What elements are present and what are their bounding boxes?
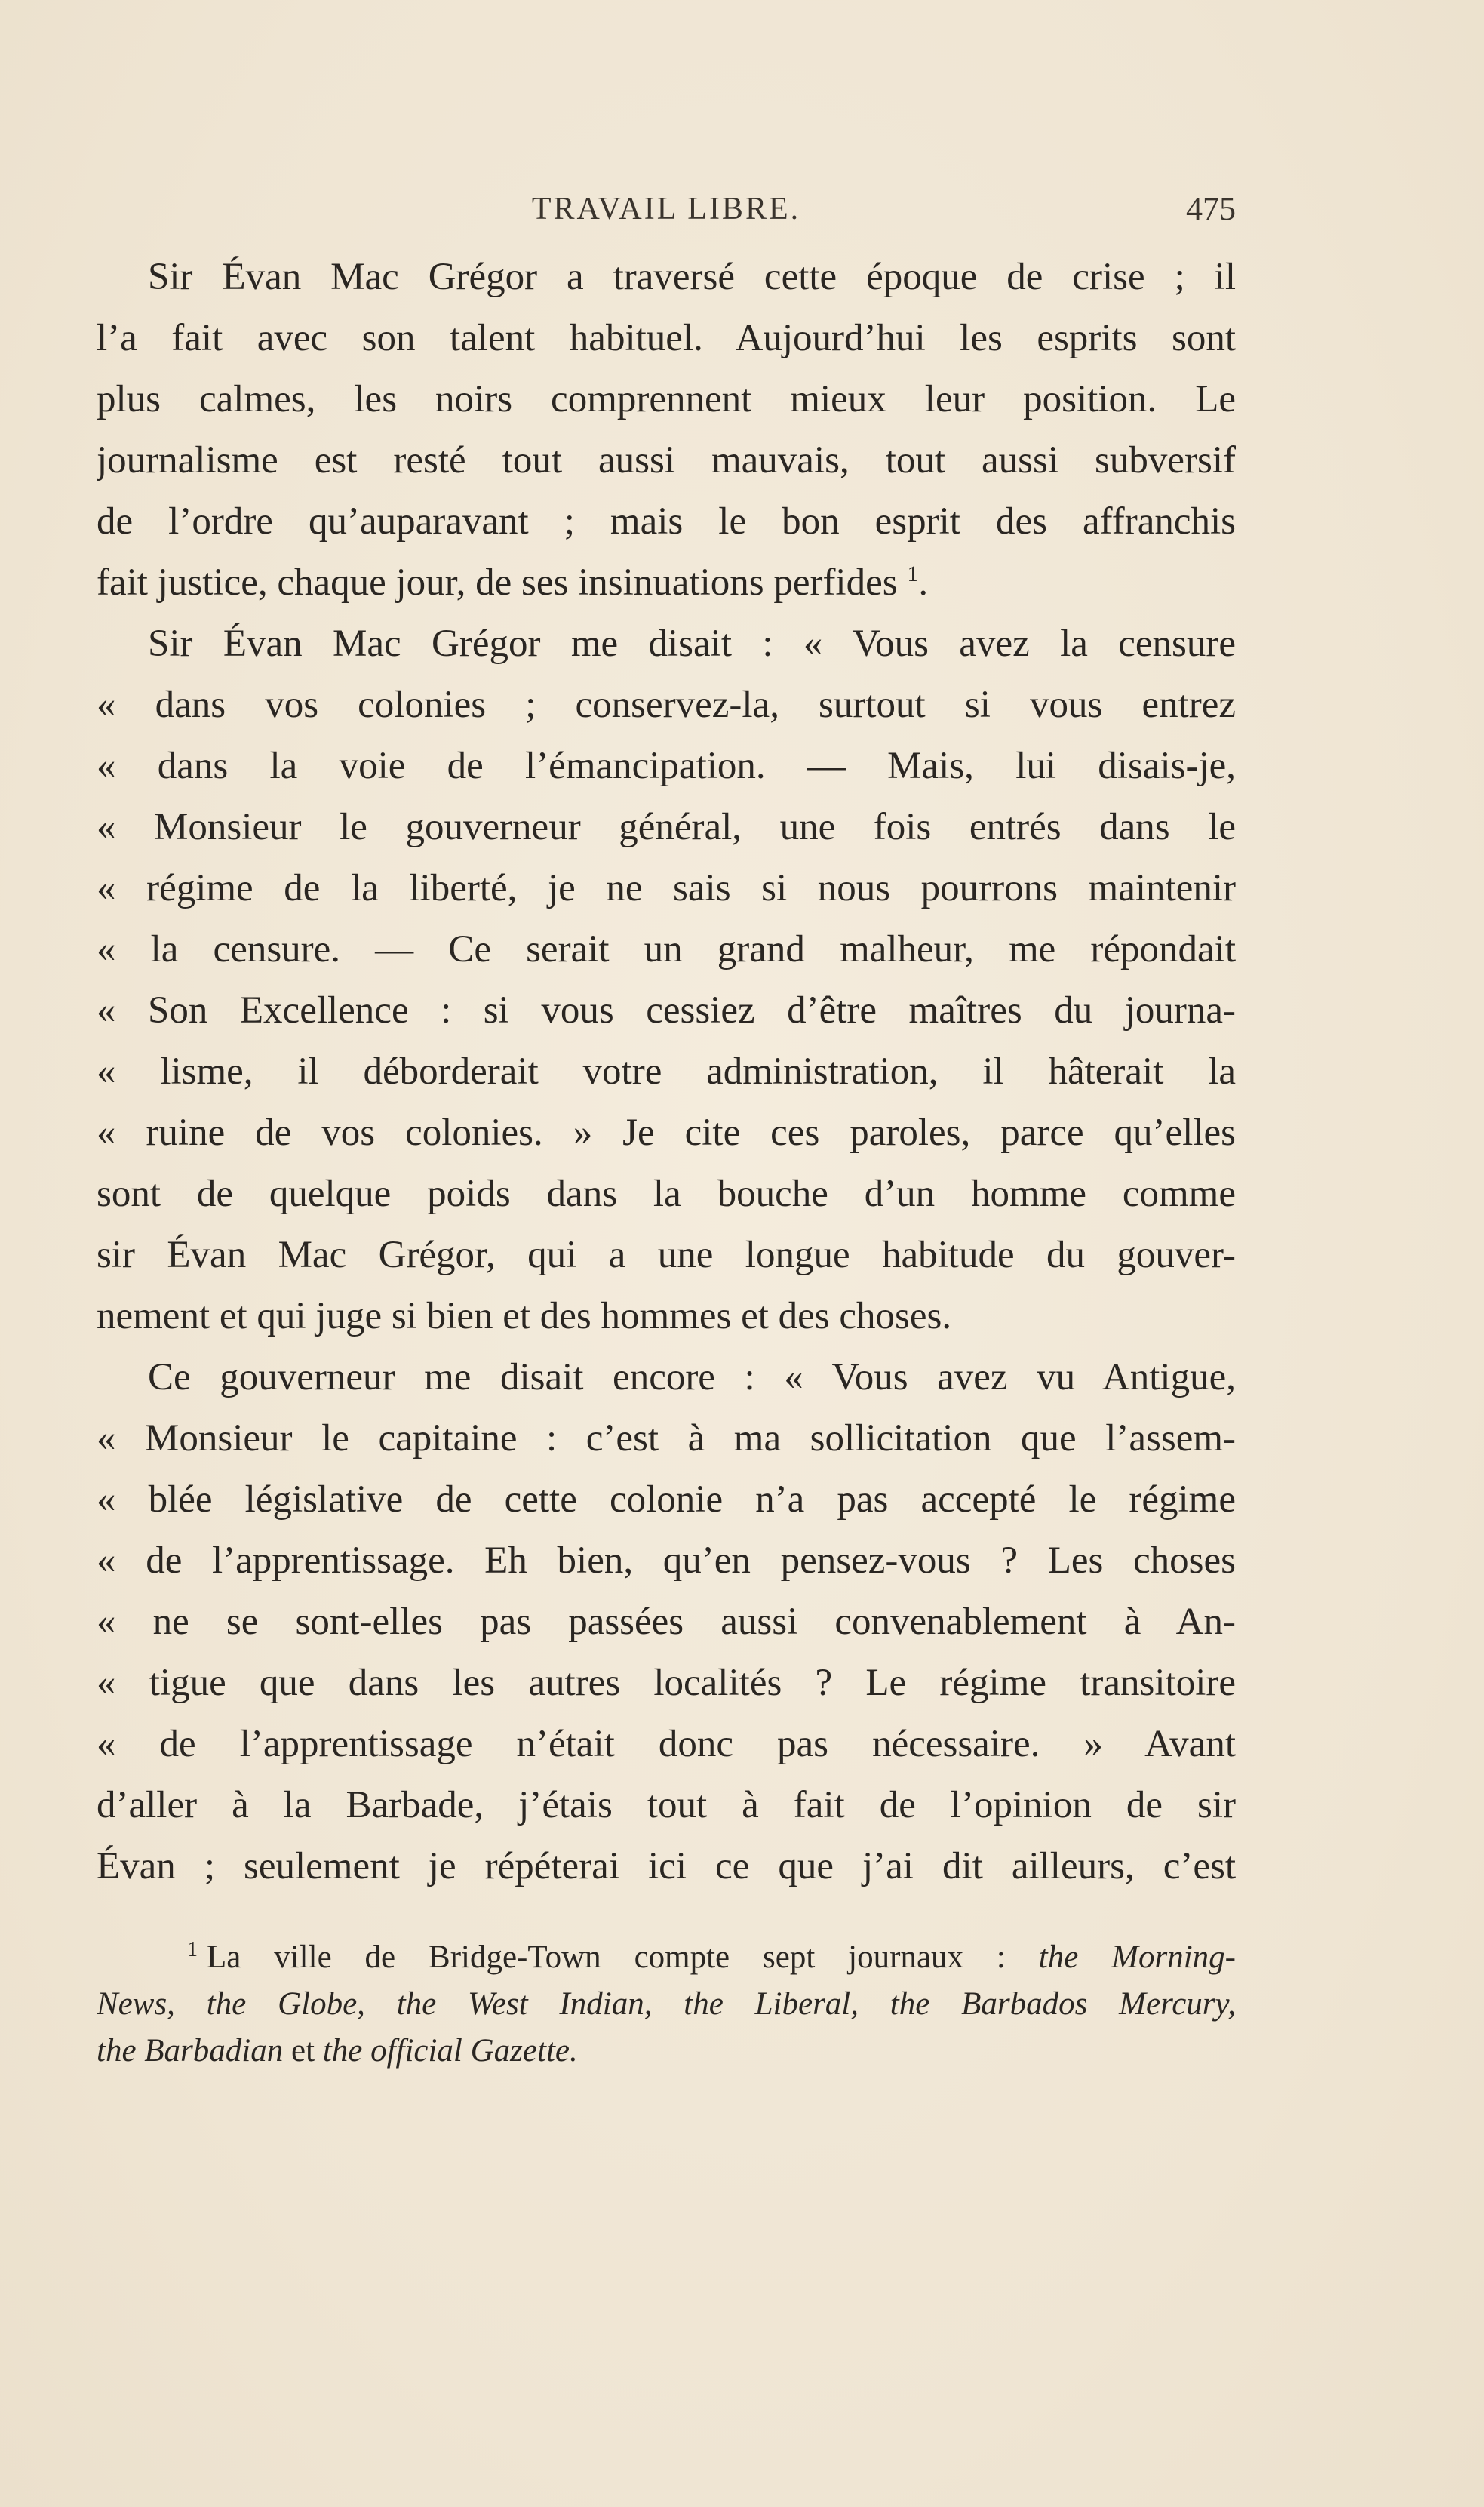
- text-line: nement et qui juge si bien et des hommes et des choses.: [97, 1295, 952, 1337]
- text-line: Sir Évan Mac Grégor a traversé cette époque de crise ; il: [148, 256, 1236, 298]
- text-line: « Monsieur le capitaine : c’est à ma sollicitation que l’assem-: [97, 1417, 1236, 1460]
- text-line: Évan ; seulement je répéterai ici ce que j’ai dit ailleurs, c’est: [97, 1845, 1236, 1887]
- text-line: l’a fait avec son talent habituel. Aujourd’hui les esprits sont: [97, 317, 1236, 359]
- text-line: « dans vos colonies ; conservez-la, surtout si vous entrez: [97, 684, 1236, 726]
- footnote-text-italic: the Morning-: [1038, 1939, 1236, 1975]
- text-line: « tigue que dans les autres localités ? Le régime transitoire: [97, 1662, 1236, 1704]
- text-line: plus calmes, les noirs comprennent mieux leur position. Le: [97, 378, 1236, 420]
- page-number: 475: [1186, 190, 1236, 227]
- text-line: « lisme, il déborderait votre administration, il hâterait la: [97, 1050, 1236, 1093]
- text-line: « dans la voie de l’émancipation. — Mais, lui disais-je,: [97, 745, 1236, 787]
- text-line: « ne se sont-elles pas passées aussi convenablement à An-: [97, 1601, 1236, 1643]
- text-line: sont de quelque poids dans la bouche d’un homme comme: [97, 1173, 1236, 1215]
- text-line: Ce gouverneur me disait encore : « Vous avez vu Antigue,: [148, 1356, 1236, 1398]
- footnote-mark: 1: [187, 1937, 198, 1961]
- text-line: « ruine de vos colonies. » Je cite ces paroles, parce qu’elles: [97, 1112, 1236, 1154]
- text-line: sir Évan Mac Grégor, qui a une longue habitude du gouver-: [97, 1234, 1236, 1276]
- footnote-line: News, the Globe, the West Indian, the Liberal, the Barbados Mercury,: [97, 1986, 1236, 2022]
- text-line: « blée législative de cette colonie n’a pas accepté le régime: [97, 1478, 1236, 1521]
- footnote-text-italic: the official Gazette.: [322, 2033, 578, 2069]
- footnote-reference: 1: [907, 561, 919, 586]
- footnote-text: et: [283, 2033, 323, 2069]
- text-line: « la censure. — Ce serait un grand malheur, me répondait: [97, 928, 1236, 971]
- footnote-line: [97, 1934, 1236, 1981]
- footnote: [97, 1934, 1236, 2075]
- text-segment: fait justice, chaque jour, de ses insinuations perfides: [97, 561, 898, 604]
- running-head: [97, 186, 1236, 232]
- text-segment: .: [918, 561, 929, 604]
- text-line: d’aller à la Barbade, j’étais tout à fait de l’opinion de sir: [97, 1784, 1236, 1826]
- text-line: de l’ordre qu’auparavant ; mais le bon esprit des affranchis: [97, 500, 1236, 543]
- text-line: Sir Évan Mac Grégor me disait : « Vous avez la censure: [148, 623, 1236, 665]
- text-line: « Son Excellence : si vous cessiez d’être maîtres du journa-: [97, 989, 1236, 1032]
- body-text: [97, 247, 1236, 1897]
- footnote-line: [97, 2028, 1236, 2075]
- text-line: journalisme est resté tout aussi mauvais, tout aussi subversif: [97, 439, 1236, 481]
- text-line-with-footnote-ref: [97, 552, 1236, 614]
- text-line: « Monsieur le gouverneur général, une fois entrés dans le: [97, 806, 1236, 848]
- text-line: « de l’apprentissage. Eh bien, qu’en pensez-vous ? Les choses: [97, 1540, 1236, 1582]
- text-line: « de l’apprentissage n’était donc pas nécessaire. » Avant: [97, 1723, 1236, 1765]
- text-line: « régime de la liberté, je ne sais si nous pourrons maintenir: [97, 867, 1236, 909]
- footnote-text-italic: the Barbadian: [97, 2033, 284, 2069]
- running-title: TRAVAIL LIBRE.: [531, 192, 801, 226]
- footnote-text: La ville de Bridge-Town compte sept journaux :: [207, 1939, 1039, 1975]
